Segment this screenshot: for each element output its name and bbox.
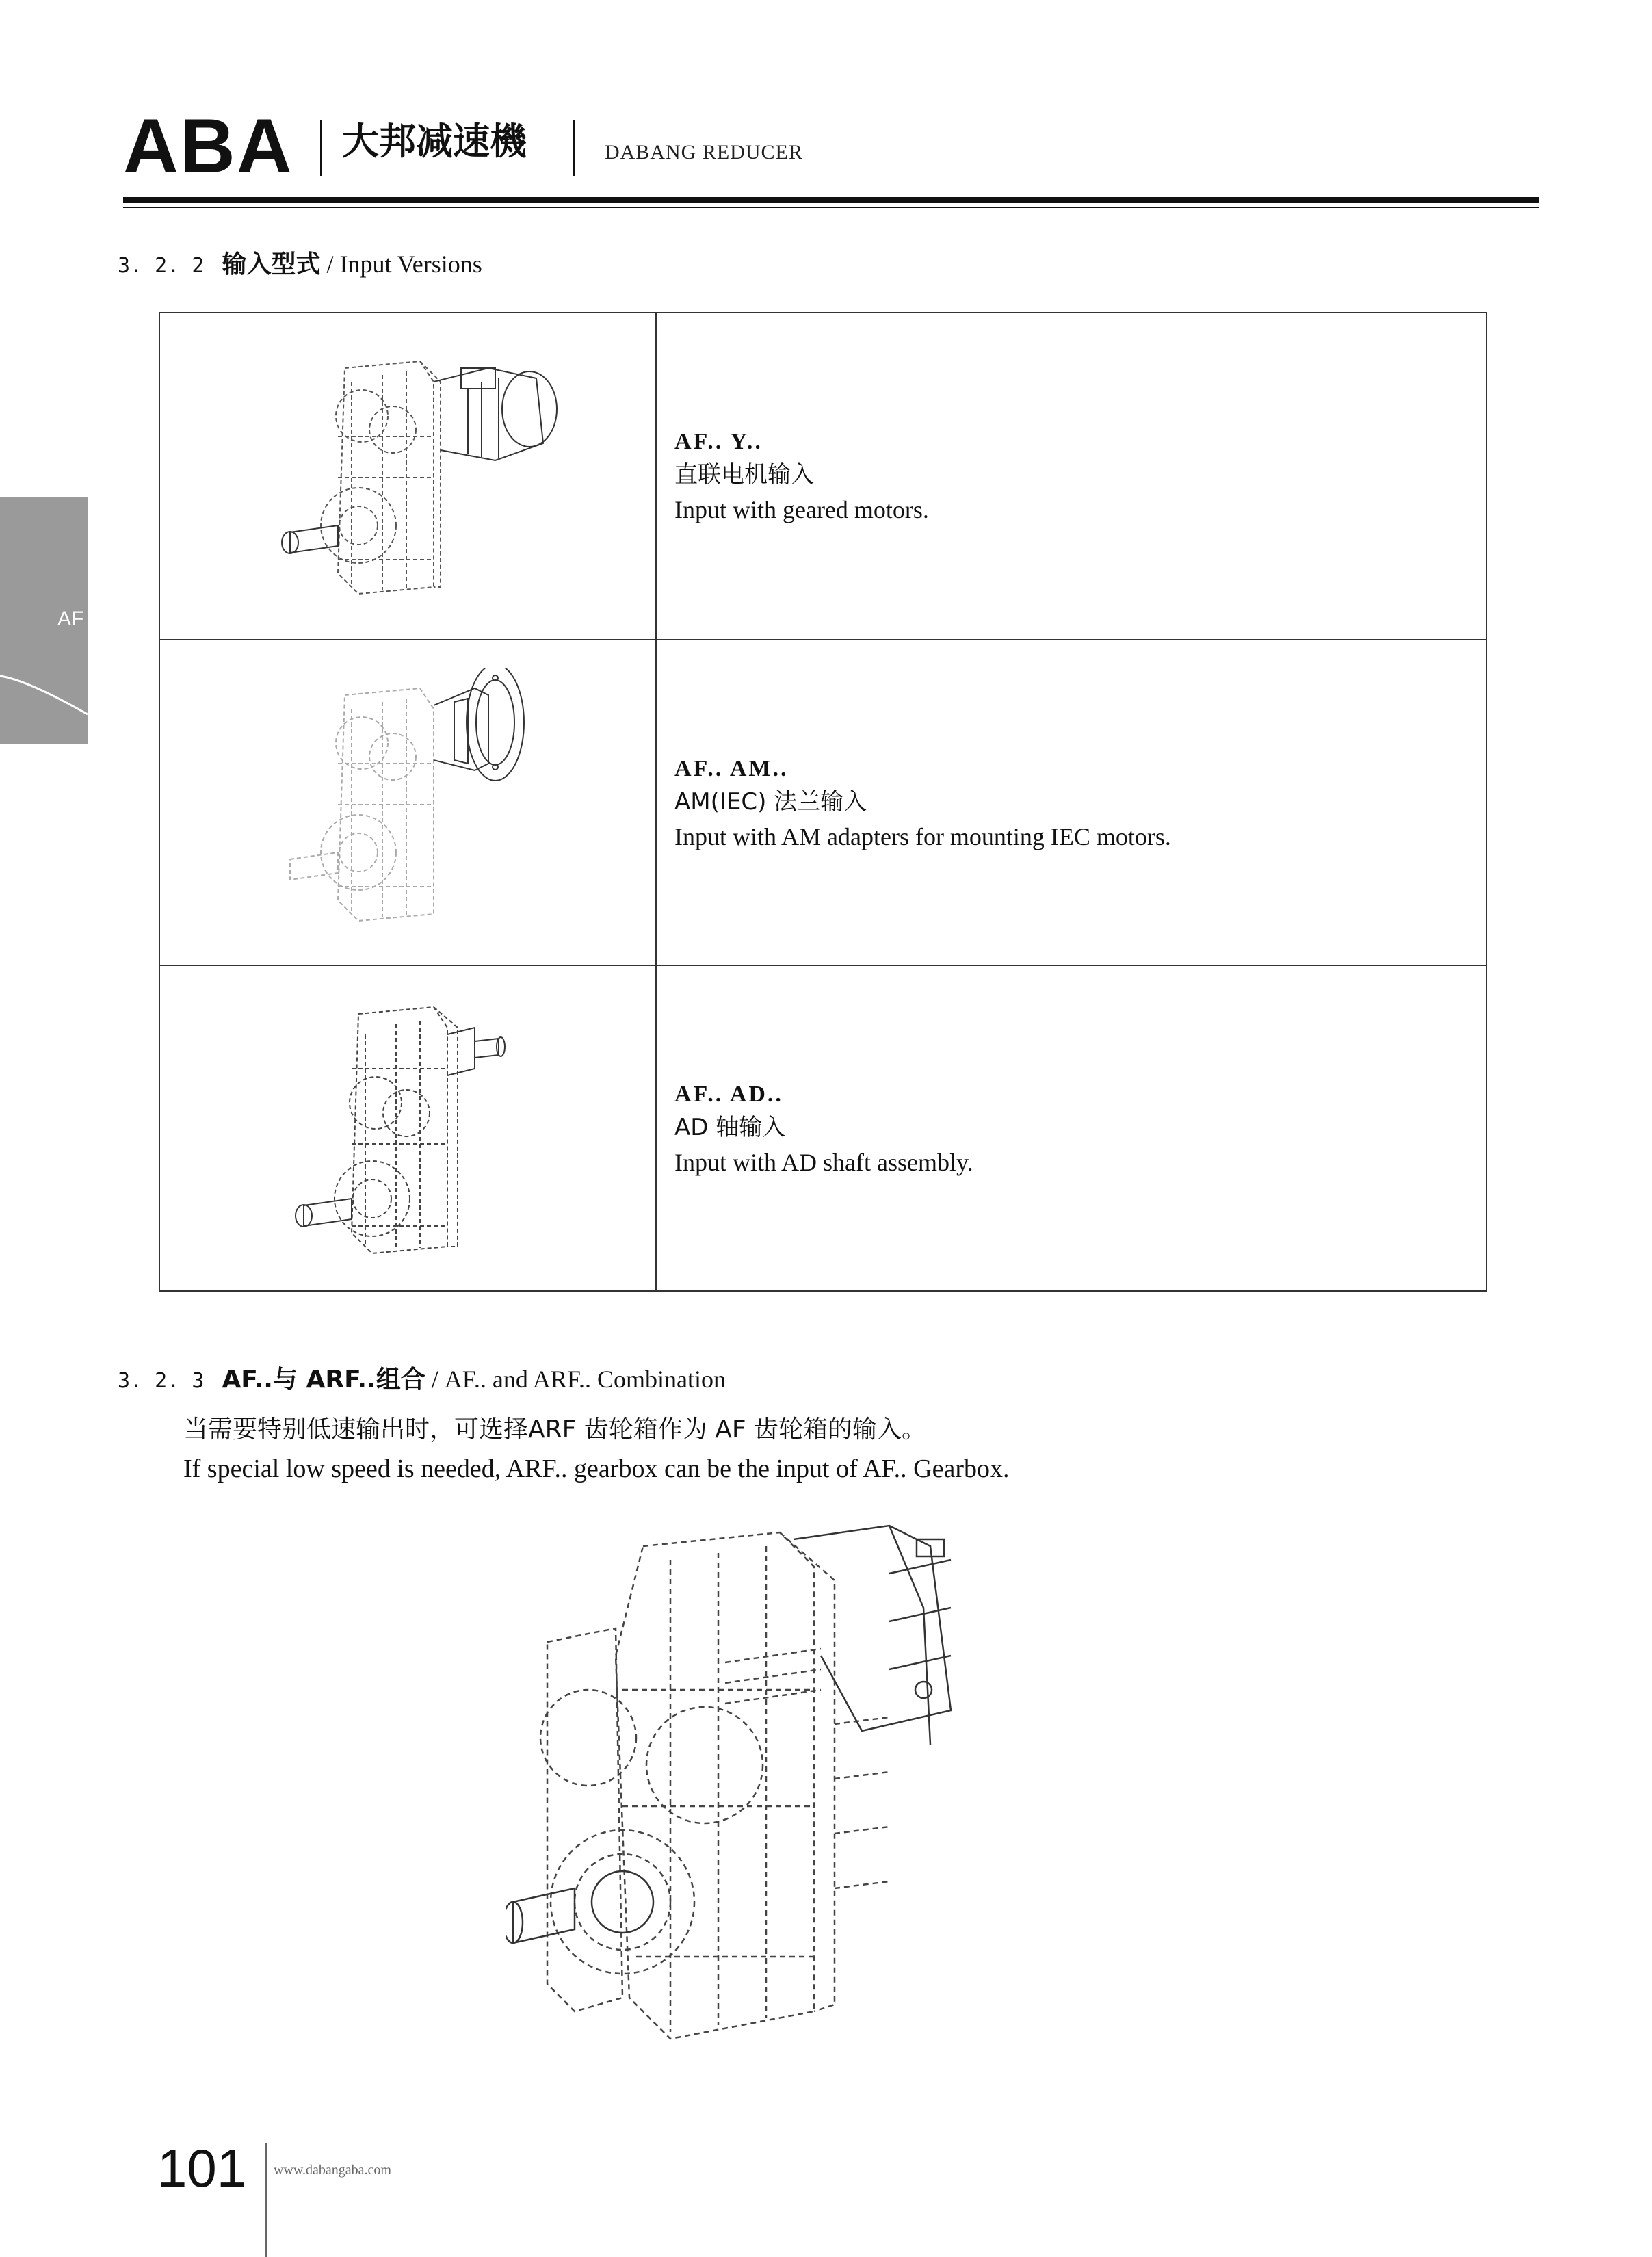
version-title-en: Input with AD shaft assembly. [674,1149,973,1177]
version-title-en: Input with geared motors. [674,496,929,524]
section-heading-combination [118,1367,726,1392]
version-description [674,755,1171,854]
version-code: AF.. AM.. [674,756,789,781]
af-arf-combination-drawing [506,1519,1053,2080]
section-number: 3. 2. 3 [118,1369,205,1393]
section-number: 3. 2. 2 [118,254,205,278]
brand-name-en: DABANG REDUCER [605,141,803,164]
table-row [160,313,1486,639]
page-number: 101 [157,2138,247,2198]
combination-text-cn: 当需要特别低速输出时，可选择ARF 齿轮箱作为 AF 齿轮箱的输入。 [183,1415,927,1444]
footer-divider [265,2143,267,2257]
version-code: AF.. Y.. [674,429,763,454]
drawing-cell [160,966,657,1292]
version-title-en: Input with AM adapters for mounting IEC motors. [674,823,1171,851]
section-title-cn: 输入型式 [222,250,321,278]
side-tab-label: AF [57,608,84,630]
version-description [674,1081,973,1179]
brand-logo: ABA [123,103,293,189]
header-divider [320,120,322,176]
combination-text-en: If special low speed is needed, ARF.. gearbox can be the input of AF.. Gearbox. [183,1454,1010,1483]
section-heading-input-versions [118,252,482,277]
version-title-cn: AM(IEC) 法兰输入 [674,787,867,816]
input-versions-table [159,312,1487,1292]
drawing-cell [160,640,657,966]
version-description [674,428,929,527]
website-url: www.dabangaba.com [274,2163,391,2178]
table-row [160,965,1486,1292]
brand-name-cn: 大邦减速機 [342,120,527,163]
drawing-cell [160,313,657,639]
am-adapter-drawing [263,668,577,941]
ad-shaft-drawing [263,993,577,1267]
version-title-cn: 直联电机输入 [674,460,814,488]
table-row [160,639,1486,966]
geared-motor-drawing [263,341,577,614]
section-title-part1: AF..与 ARF..组合 [222,1366,425,1394]
version-code: AF.. AD.. [674,1082,783,1107]
section-title-en: / Input Versions [320,250,482,278]
header-divider [573,120,575,176]
section-title-part2: / AF.. and ARF.. Combination [425,1366,726,1393]
version-title-cn: AD 轴输入 [674,1113,786,1141]
header-rule [123,197,1539,203]
header-rule-thin [123,207,1539,208]
